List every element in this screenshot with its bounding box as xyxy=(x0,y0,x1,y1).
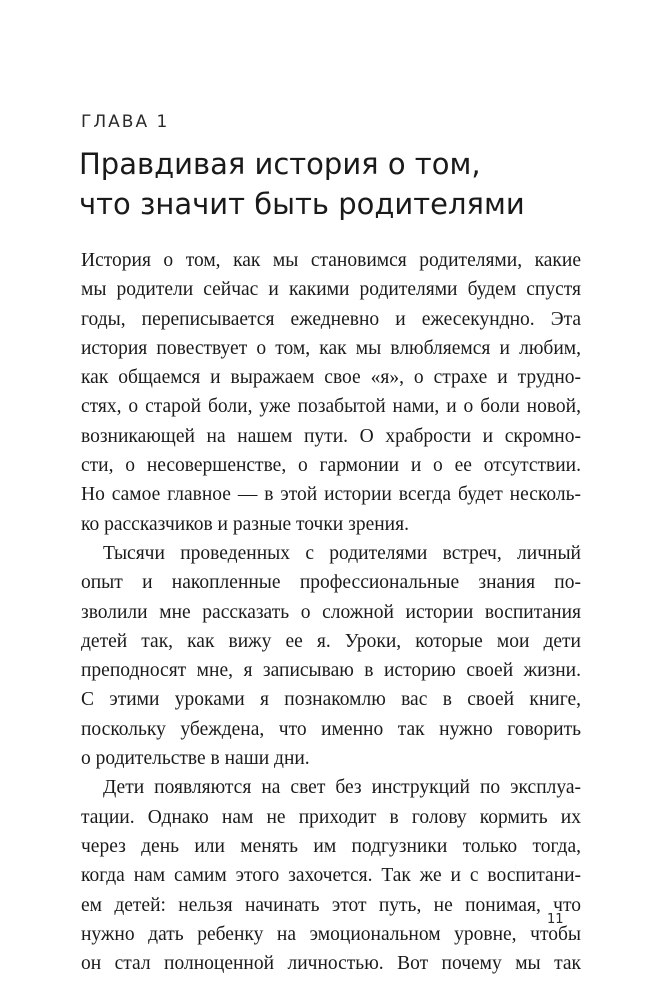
text-line: он стал полноценной личностью. Вот почему мы так xyxy=(81,953,581,975)
text-line: когда нам самим этого захочется. Так же и с воспитани- xyxy=(81,865,581,887)
text-line: как общаемся и выражаем свое «я», о страхе и трудно- xyxy=(81,367,581,389)
text-line: опыт и накопленные профессиональные знания по- xyxy=(81,572,581,594)
text-line: История о том, как мы становимся родителями, какие xyxy=(81,250,581,271)
text-line: преподносят мне, я записываю в историю своей жизни. xyxy=(81,660,581,682)
paragraph-3 xyxy=(81,773,581,978)
text-line: стях, о старой боли, уже позабытой нами, и о боли новой, xyxy=(81,396,581,418)
text-line: С этими уроками я познакомлю вас в своей книге, xyxy=(81,689,581,711)
text-line: о родительстве в наши дни. xyxy=(81,748,310,770)
text-line: история повествует о том, как мы влюбляемся и любим, xyxy=(81,337,581,359)
text-line: Дети появляются на свет без инструкций по эксплуа- xyxy=(103,777,581,799)
chapter-title-line: что значит быть родителями xyxy=(79,187,525,221)
text-line: Но самое главное — в этой истории всегда будет несколь- xyxy=(81,484,581,506)
text-line: годы, переписывается ежедневно и ежесекундно. Эта xyxy=(81,308,581,330)
text-line: зволили мне рассказать о сложной истории воспитания xyxy=(81,601,581,623)
text-line: Тысячи проведенных с родителями встреч, личный xyxy=(103,542,581,564)
chapter-label: ГЛАВА 1 xyxy=(81,112,170,132)
text-line: мы родители сейчас и какими родителями будем спустя xyxy=(81,279,581,301)
paragraph-2 xyxy=(81,539,581,773)
paragraph-1 xyxy=(81,246,581,539)
text-line: через день или менять им подгузники только тогда, xyxy=(81,835,581,857)
text-line: нужно дать ребенку на эмоциональном уровне, чтобы xyxy=(81,923,581,945)
text-line: возникающей на нашем пути. О храбрости и скромно- xyxy=(81,425,581,447)
text-line: ем детей: нельзя начинать этот путь, не понимая, что xyxy=(81,894,581,916)
page-number: 11 xyxy=(547,912,564,927)
chapter-title xyxy=(79,144,599,224)
text-line: детей так, как вижу ее я. Уроки, которые мои дети xyxy=(81,630,581,652)
text-line: сти, о несовершенстве, о гармонии и о ее отсутствии. xyxy=(81,455,581,477)
text-line: тации. Однако нам не приходит в голову кормить их xyxy=(81,806,581,828)
text-line: поскольку убеждена, что именно так нужно говорить xyxy=(81,718,581,740)
text-line: ко рассказчиков и разные точки зрения. xyxy=(81,513,409,535)
chapter-title-line: Правдивая история о том, xyxy=(79,147,481,181)
body-text xyxy=(81,246,581,978)
